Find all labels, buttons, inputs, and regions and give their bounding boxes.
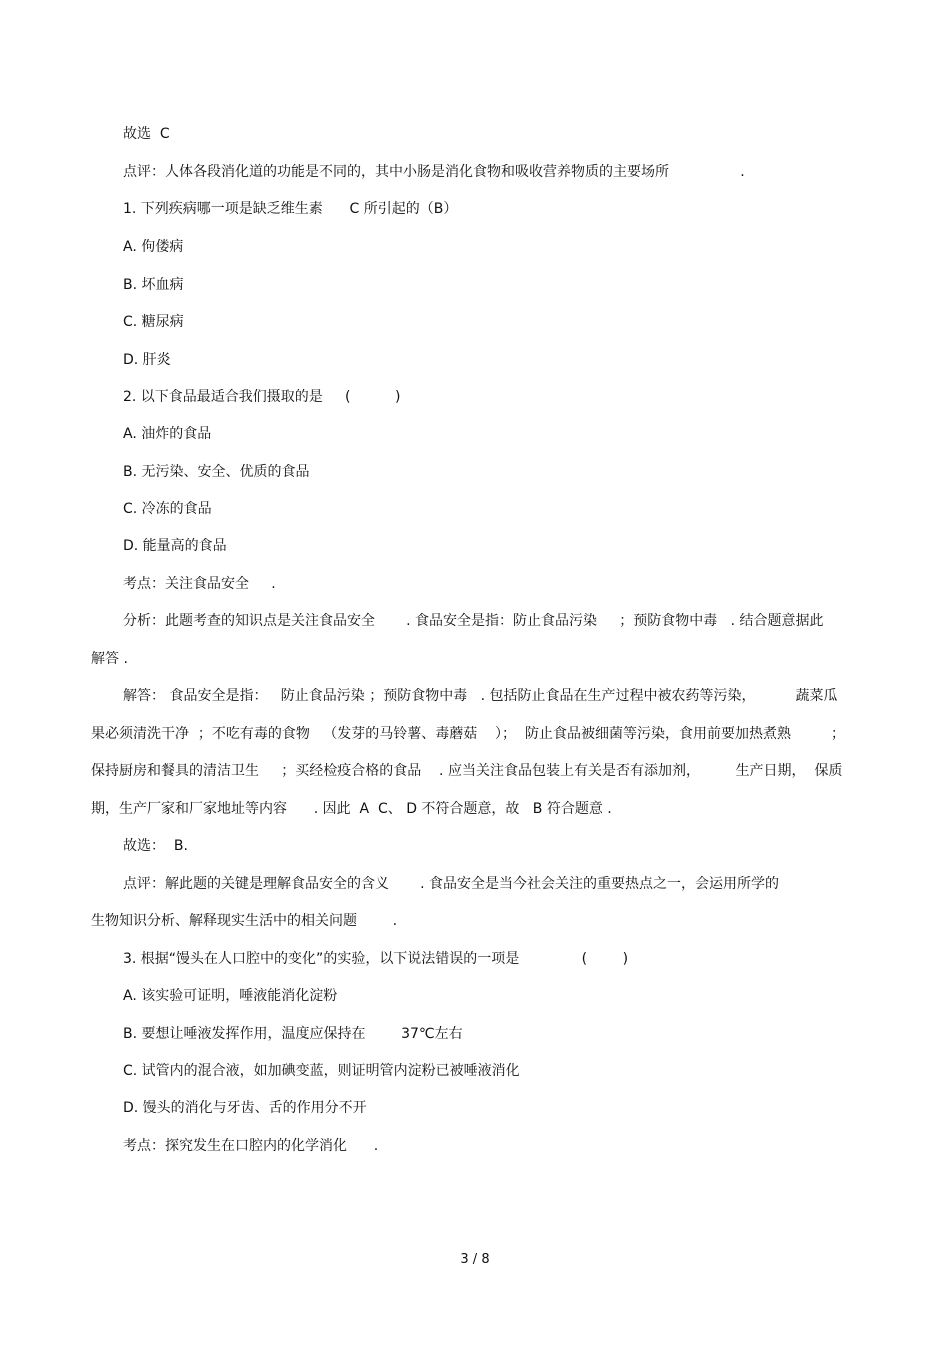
analysis-2-line-2: 解答 . xyxy=(91,651,128,667)
option-3c: C. 试管内的混合液，如加碘变蓝，则证明管内淀粉已被唾液消化 xyxy=(123,1063,520,1079)
question-2: 2. 以下食品最适合我们摄取的是 ( ) xyxy=(123,389,401,405)
option-2d: D. 能量高的食品 xyxy=(123,538,227,554)
analysis-2-line-1: 分析：此题考查的知识点是关注食品安全 . 食品安全是指：防止食品污染 ；预防食物中毒 . 结合题意据此 xyxy=(123,613,824,629)
solution-2-line-2: 果必须清洗干净 ；不吃有毒的食物 （发芽的马铃薯、毒蘑菇 ）； 防止食品被细菌等污染，食用前要加热煮熟 ； xyxy=(91,726,846,742)
option-1b: B. 坏血病 xyxy=(123,277,184,293)
option-3a: A. 该实验可证明，唾液能消化淀粉 xyxy=(123,988,338,1004)
option-2b: B. 无污染、安全、优质的食品 xyxy=(123,464,310,480)
answer-2: 故选： B. xyxy=(123,838,188,854)
option-2a: A. 油炸的食品 xyxy=(123,426,212,442)
question-3: 3. 根据“馒头在人口腔中的变化”的实验，以下说法错误的一项是 ( ) xyxy=(123,951,629,967)
key-point-3: 考点：探究发生在口腔内的化学消化 . xyxy=(123,1138,379,1154)
option-1d: D. 肝炎 xyxy=(123,352,171,368)
answer-line-c: 故选 C xyxy=(123,126,170,142)
comment-2-line-2: 生物知识分析、解释现实生活中的相关问题 . xyxy=(91,913,398,929)
option-2c: C. 冷冻的食品 xyxy=(123,501,212,517)
comment-2-line-1: 点评：解此题的关键是理解食品安全的含义 . 食品安全是当今社会关注的重要热点之一，会运用所学的 xyxy=(123,876,780,892)
option-1c: C. 糖尿病 xyxy=(123,314,184,330)
comment-line: 点评：人体各段消化道的功能是不同的，其中小肠是消化食物和吸收营养物质的主要场所 . xyxy=(123,164,745,180)
question-1: 1. 下列疾病哪一项是缺乏维生素 C 所引起的（B） xyxy=(123,201,458,217)
option-1a: A. 佝偻病 xyxy=(123,239,184,255)
key-point-2: 考点：关注食品安全 . xyxy=(123,576,276,592)
solution-2-line-1: 解答： 食品安全是指： 防止食品污染 ；预防食物中毒 . 包括防止食品在生产过程中被农药等污染， 蔬菜瓜 xyxy=(123,688,838,704)
solution-2-line-4: 期，生产厂家和厂家地址等内容 . 因此 A C、 D 不符合题意，故 B 符合题意 . xyxy=(91,801,612,817)
option-3b: B. 要想让唾液发挥作用，温度应保持在 37℃左右 xyxy=(123,1026,463,1042)
solution-2-line-3: 保持厨房和餐具的清洁卫生 ；买经检疫合格的食品 . 应当关注食品包装上有关是否有添加剂， 生产日期， 保质 xyxy=(91,763,843,779)
page-number: 3 / 8 xyxy=(460,1252,490,1267)
option-3d: D. 馒头的消化与牙齿、舌的作用分不开 xyxy=(123,1100,367,1116)
